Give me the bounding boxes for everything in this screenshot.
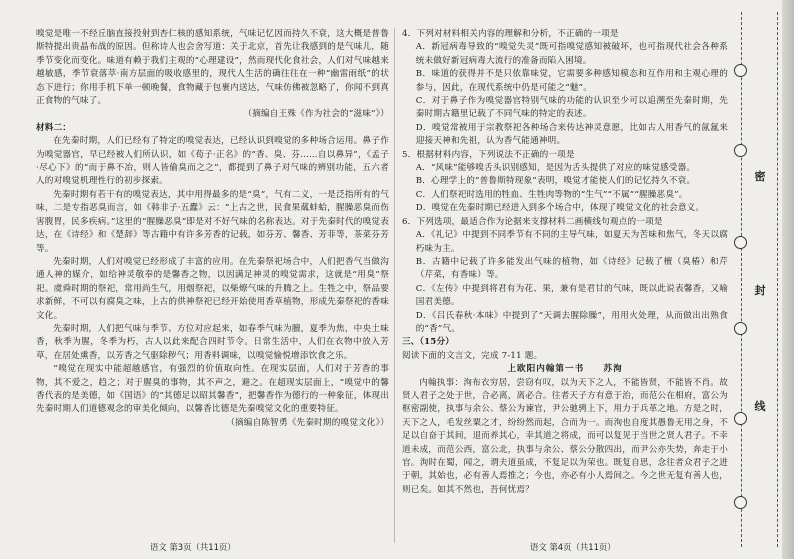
- left-page: [36, 28, 389, 539]
- paragraph: 三、（15分）: [402, 337, 455, 348]
- paragraph: 4．下列对材料相关内容的理解和分析，不正确的一项是: [402, 29, 619, 39]
- paragraph: 上欧阳内翰第一书 苏洵: [507, 364, 623, 375]
- binding-hole-icon: [734, 64, 747, 77]
- paragraph: 在先秦时期，人们已经有了特定的嗅觉表达，已经认识到嗅觉的多种场合运用。鼻子作为嗅觉器官，早已经被人们所认识，如《荀子·正名》的“香、臭、芬……自以鼻异”，《孟子·尽心下》的“而于鼻不冶，则人皆偷臭而之之”，都提到了鼻子对气味的辨别功能，五六者人的对嗅觉机理性行的初步探索。: [36, 136, 389, 187]
- binding-dashed-line: [741, 12, 742, 547]
- paragraph: D．嗅觉常被用于宗教祭祀各种场合来传达神灵意愿，比如古人用香气的氤氲来迎接天神和先祖，认为香气能通神明。: [415, 122, 728, 147]
- binding-hole-icon: [734, 322, 747, 335]
- paragraph: D．嗅觉在先秦时期已经进入到多个场合中，体现了嗅觉文化的社会意义。: [415, 203, 705, 214]
- paragraph: C．《左传》中提到将君有为花、果，兼有是君甘的气味，既以此说表馨香，又喻国君美德。: [415, 283, 728, 308]
- binding-hole-icon: [734, 236, 747, 249]
- paragraph: B．味道的获得并不是只依靠味觉，它需要多种感知模态和互作用和主观心理的参与，因此，在现代系统中仍是可能之“魅”。: [415, 69, 728, 93]
- paragraph: D．《吕氏春秋·本味》中提到了“天调去腥除臊”，用用火处理，从而做出出熟食的“香”气。: [415, 310, 728, 334]
- paragraph: 嗅觉是唯一不经丘脑直接投射到杏仁核的感知系统，气味记忆因而持久不衰，这大概是普鲁斯特提出贵晶布战的原因。但称诗人也会舍写道：关于北京，首先让我感到的是气味儿，随季节变化而变化。味道有赖于我们主观的“心理建设”，然而现代化食社会，人们对气味越来越敏感，季节衰落萃·南方层面的吸收感里的，现代人生活的确往往在一种“幽雷雨纸”的状态下进行；你用手机下单一顿晚餐，食物藏于包裹内送达，气味仿佛被忽略了，你闻不到真正食物的气味了。: [36, 29, 389, 107]
- right-page: [402, 28, 728, 539]
- footer-left-page-number: 语文 第3页（共11页）: [150, 542, 236, 552]
- paragraph: A．“风味”能够嗅舌头识别感知，是因为舌头提供了对应的味觉感受器。: [415, 163, 696, 174]
- paragraph: 阅读下面的文言文，完成 7-11 题。: [402, 350, 543, 361]
- page-divider: [394, 28, 395, 543]
- paragraph: A．新冠病毒导致的“嗅觉失灵”既可指嗅觉感知被破坏，也可指现代社会各种系统未做好新冠病毒大流行的准备而陷入困境。: [415, 42, 728, 66]
- paragraph: 6．下列选项，最适合作为论据来支撑材料二画横线句观点的一项是: [402, 216, 663, 227]
- paragraph: “嗅觉在现实中能超越感官，有强烈的价值取向性。在现实层面，人们对于芳香的事物，其不爱之，趋之；对于腥臭的事物，其不声之，避之。在超现实层面上，“嗅觉中的馨香代表的是美德，如《国语》的“其德足以昭其馨香”，把馨香作为德行的一种象征，体现出先秦时期人们道德观念的审美化倾向，以馨香比德是先秦嗅觉文化的重要特征。: [36, 364, 389, 415]
- binding-label: 线: [754, 400, 766, 413]
- paragraph: 先秦时期，人们对嗅觉已经形成了丰富的应用。在先秦祭祀场合中，人们把香气当做沟通人神的媒介，如给神灵敬奉的是馨香之物，以因满足神灵的嗅觉需求，这就是“用臭”祭祀。虞舜时期的祭祀，常用尚生气，用烟祭祀，以柴燎气味的升腾之上。生牲之中，祭品要求新鲜，不可以有腐臭之味，上古的供神祭祀已经开始使用香草植物，形成先秦祭祀的香味文化。: [36, 256, 389, 321]
- footer-right-page-number: 语文 第4页（共11页）: [530, 542, 616, 552]
- binding-strip: [733, 0, 794, 559]
- paragraph: 内翰执事：洵布衣穷居，尝窃有叹，以为天下之人，不能皆贤，不能皆不肖。故贤人君子之处于世，合必离，离必合。往者天子方有意于治，而范公在相府，富公为枢密副使，执事与余公、蔡公为谏官，尹公驰骋上下，用力于兵革之地。方是之时，天下之人，毛发丝粟之才，纷纷然而起，合而为一。而洵也自度其愚鲁无用之身，不足以自奋于其间，退而养其心，幸其道之将成，而可以复见于当世之贤人君子。不幸道未成，而范公西，富公北，执事与余公、蔡公分散四出，而尹公亦失势，奔走于小官。洵时在蜀，闻之，谓夫道虽成，不复足以为荣也。既复自思，念往者众君子之进于朝，其始也，必有善人焉推之；今也，亦必有小人焉间之。今之世无复有善人也，则已矣。如其不然也，吾何忧焉？: [402, 377, 728, 495]
- binding-label: 封: [754, 284, 766, 297]
- paragraph: （摘编自王殊《作为社会的“滋味”》）: [243, 109, 389, 120]
- paragraph: C．对于鼻子作为嗅觉器官特别气味的功能的认识至少可以追溯至先秦时期，先秦时期古籍里记载了不同气味的特定的表述。: [415, 96, 728, 120]
- paragraph: B．心理学上的“普鲁斯特现象”表明，嗅觉才能使人们的记忆持久不衰。: [415, 176, 696, 187]
- binding-hole-icon: [734, 412, 747, 425]
- binding-dashed-line: [777, 12, 778, 547]
- paragraph: 5．根据材料内容，下列说法不正确的一项是: [402, 149, 575, 160]
- paragraph: 先秦时期有若干有的嗅觉表达，其中用得最多的是“臭”，气有二义，一是泛指所有的气味，二是专指恶臭而言，如《韩非子·五蠹》云：“上古之世，民食果蓏蚌蛤，腥臊恶臭而伤害腹胃，民多疾病。”这里的“腥臊恶臭”即是对不好气味的名称表达。对于先秦时代的嗅觉表达，在《诗经》和《楚辞》等古籍中有许多芳香的记载，如芬芳、馨香、芳菲等，茶菜芬芳等。: [36, 189, 389, 254]
- paragraph: 先秦时期，人们把气味与季节、方位对应起来，如春季气味为膻，夏季为焦，中央土味香，秋季为腥，冬季为朽，古人以此来配合四时节令。日常生活中，人们在衣物中放入芳草，在居处熏香，以芳香之气驱除秽气；用香料调味，以嗅觉愉悦增添饮食之乐。: [36, 323, 389, 361]
- paragraph: C．人们祭祀时选用的牲血、生牲肉等物的“生气”“不属”“腥臊恶臭”。: [415, 189, 688, 200]
- binding-label: 密: [754, 170, 766, 183]
- paragraph: 材料二：: [36, 122, 72, 133]
- binding-hole-icon: [734, 496, 747, 509]
- paragraph: A．《礼记》中提到不同季节有不同的主导气味，如夏天为苦味和焦气，冬天以腐朽味为主。: [415, 230, 728, 254]
- binding-hole-icon: [734, 144, 747, 157]
- paragraph: B．古籍中记载了许多能发出气味的植物，如《诗经》记载了檀（臭椿）和芹（芹菜，有香味）等。: [415, 256, 728, 281]
- page-edge-shadow: [782, 0, 794, 559]
- paragraph: （摘编自陈智勇《先秦时期的嗅觉文化》）: [226, 417, 389, 428]
